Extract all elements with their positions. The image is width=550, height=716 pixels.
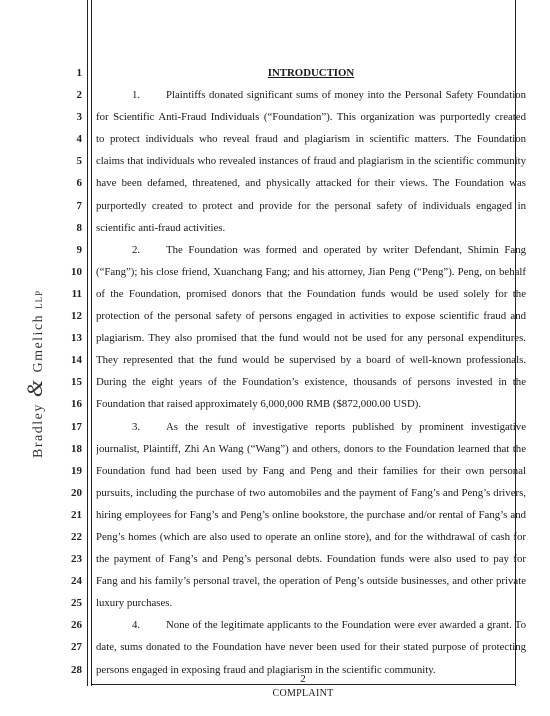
line-number-column (62, 62, 82, 681)
line-number: 17 (71, 420, 82, 433)
line-number: 11 (71, 287, 82, 300)
paragraph-1-line-7: scientific anti-fraud activities. (96, 221, 226, 234)
paragraph-2-line-7: During the eight years of the Foundation’s existence, thousands of persons invested in the (96, 376, 526, 389)
line-number: 1 (76, 67, 82, 79)
firm-name-second: Gmelich (31, 313, 46, 373)
paragraph-3-line-5: hiring employees for Fang’s and Peng’s online bookstore, the purchase and/or rental of Fang’s and (96, 508, 526, 521)
paragraph-3-line-7: the payment of Fang’s and Peng’s personal debts. Foundation funds were also used to pay for (96, 553, 526, 566)
paragraph-number: 2. (132, 243, 141, 256)
paragraph-1-line-2: for Scientific Anti-Fraud Individuals (“Foundation”). This organization was purportedly created (96, 111, 526, 124)
page-number: 2 (300, 673, 306, 685)
line-number: 3 (76, 111, 82, 124)
left-margin-rule-inner (91, 0, 92, 686)
line-number: 28 (71, 663, 82, 676)
line-number: 15 (71, 376, 82, 389)
line-number: 24 (71, 575, 82, 588)
paragraph-1-line-3: to protect individuals who reveal fraud and plagiarism in scientific matters. The Foundation (96, 133, 526, 146)
line-number: 12 (71, 310, 82, 323)
paragraph-2-line-8: Foundation that raised approximately 6,000,000 RMB ($872,000.00 USD). (96, 398, 422, 411)
line-number: 20 (71, 486, 82, 499)
pleading-body (96, 62, 526, 681)
line-number: 27 (71, 641, 82, 654)
line-number: 22 (71, 530, 82, 543)
footer-label: COMPLAINT (272, 688, 334, 699)
paragraph-3-line-3: Foundation fund had been used by Fang and Peng and their families for their own personal (96, 464, 526, 477)
line-number: 10 (71, 265, 82, 278)
line-number: 16 (71, 398, 82, 411)
line-number: 14 (71, 354, 82, 367)
line-number: 23 (71, 553, 82, 566)
paragraph-4-line-3: persons engaged in exposing fraud and plagiarism in the scientific community. (96, 663, 436, 676)
footer-rule (91, 684, 515, 685)
line-number: 26 (71, 619, 82, 632)
paragraph-3-line-2: journalist, Plaintiff, Zhi An Wang (“Wang”) and others, donors to the Foundation learned that the (96, 442, 526, 455)
paragraph-2-line-2: (“Fang”); his close friend, Xuanchang Fang; and his attorney, Jian Peng (“Peng”). Peng, on behalf (96, 265, 526, 278)
firm-name-vertical (22, 290, 48, 458)
paragraph-2-line-5: plagiarism. They also promised that the fund would not be used for any personal expenditures. (96, 332, 526, 345)
paragraph-2-line-6: They represented that the fund would be supervised by a board of well-known professionals. (96, 354, 526, 367)
paragraph-4-line-1: 4. None of the legitimate applicants to the Foundation were ever awarded a grant. To (96, 614, 526, 636)
line-number: 18 (71, 442, 82, 455)
paragraph-3-line-1: 3. As the result of investigative reports published by prominent investigative (96, 416, 526, 438)
paragraph-2-line-1: 2. The Foundation was formed and operated by writer Defendant, Shimin Fang (96, 239, 526, 261)
line-number: 25 (71, 597, 82, 610)
firm-name-first: Bradley (31, 403, 46, 458)
paragraph-number: 1. (132, 89, 141, 102)
firm-ampersand: & (22, 378, 47, 398)
line-number: 8 (76, 221, 82, 234)
line-number: 4 (76, 133, 82, 146)
paragraph-number: 4. (132, 619, 141, 632)
line-number: 13 (71, 332, 82, 345)
line-number: 21 (71, 508, 82, 521)
line-number: 7 (76, 199, 82, 212)
paragraph-3-line-4: pursuits, including the purchase of two automobiles and the payment of Fang’s and Peng’s drivers, (96, 486, 526, 499)
line-number: 9 (76, 243, 82, 256)
paragraph-1-line-1: 1. Plaintiffs donated significant sums of money into the Personal Safety Foundation (96, 84, 526, 106)
line-number: 2 (76, 89, 82, 102)
paragraph-1-line-6: purportedly created to protect and provide for the personal safety of individuals engaged in (96, 199, 526, 212)
paragraph-number: 3. (132, 420, 141, 433)
line-number: 5 (76, 155, 82, 168)
firm-suffix: LLP (34, 289, 44, 309)
paragraph-3-line-9: luxury purchases. (96, 597, 173, 610)
paragraph-4-line-2: date, sums donated to the Foundation have never been used for their stated purpose of protecting (96, 641, 526, 654)
paragraph-2-line-4: protection of the personal safety of persons engaged in activities to expose scientific fraud and (96, 310, 526, 323)
paragraph-3-line-8: Fang and his family’s personal travel, the operation of Peng’s outside businesses, and other private (96, 575, 526, 588)
line-number: 6 (76, 177, 82, 190)
paragraph-1-line-4: claims that individuals who revealed instances of fraud and plagiarism in the scientific community (96, 155, 526, 168)
line-number: 19 (71, 464, 82, 477)
paragraph-3-line-6: Peng’s homes (which are also used to operate an online store), and for the withdrawal of cash for (96, 530, 526, 543)
paragraph-2-line-3: of the Foundation, promised donors that the Foundation funds would be used solely for the (96, 287, 526, 300)
left-margin-rule-outer (87, 0, 88, 686)
paragraph-1-line-5: have been defamed, threatened, and physically attacked for their views. The Foundation was (96, 177, 526, 190)
section-heading: INTRODUCTION (267, 67, 355, 79)
